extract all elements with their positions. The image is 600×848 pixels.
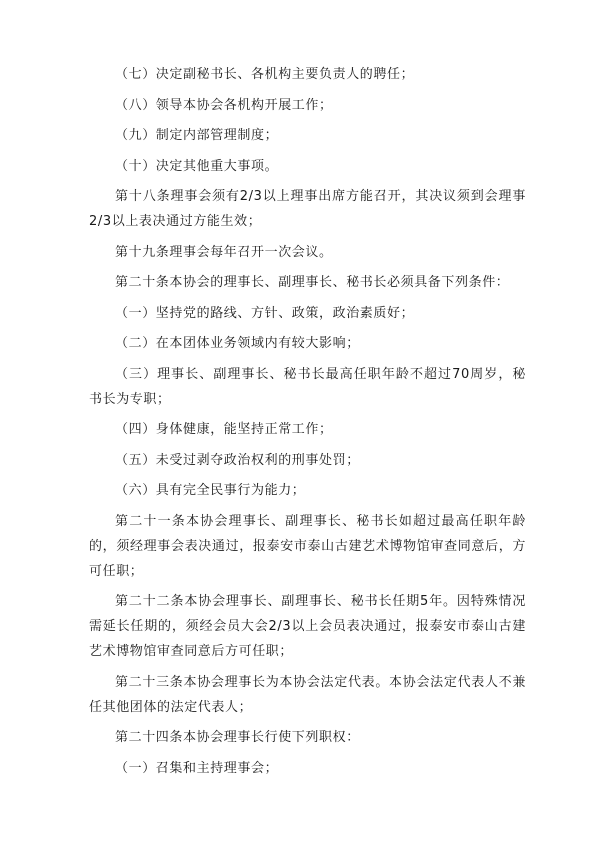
- article-22: 第二十二条本协会理事长、副理事长、秘书长任期5年。因特殊情况需延长任期的，须经会员大会2/3以上会员表决通过，报泰安市泰山古建艺术博物馆审查同意后方可任职；: [89, 594, 526, 659]
- clause-item-7: （七）决定副秘书长、各机构主要负责人的聘任；: [115, 67, 415, 82]
- article-24: 第二十四条本协会理事长行使下列职权：: [115, 730, 360, 745]
- condition-item-5: （五）未受过剥夺政治权利的刑事处罚；: [115, 452, 360, 468]
- condition-item-4: （四）身体健康，能坚持正常工作；: [115, 422, 333, 437]
- condition-item-6: （六）具有完全民事行为能力；: [115, 483, 306, 498]
- clause-item-8: （八）领导本协会各机构开展工作；: [115, 97, 333, 113]
- clause-item-9: （九）制定内部管理制度；: [115, 128, 279, 143]
- clause-item-10: （十）决定其他重大事项。: [115, 158, 279, 174]
- article-20: 第二十条本协会的理事长、副理事长、秘书长必须具备下列条件：: [115, 275, 510, 290]
- condition-item-3: （三）理事长、副理事长、秘书长最高任职年龄不超过70周岁，秘书长为专职；: [89, 366, 526, 407]
- article-23: 第二十三条本协会理事长为本协会法定代表。本协会法定代表人不兼任其他团体的法定代表人；: [89, 674, 526, 715]
- document-body: [89, 62, 526, 786]
- condition-item-1: （一）坚持党的路线、方针、政策，政治素质好；: [115, 305, 415, 321]
- condition-item-2: （二）在本团体业务领域内有较大影响；: [115, 336, 360, 351]
- article-21: 第二十一条本协会理事长、副理事长、秘书长如超过最高任职年龄的，须经理事会表决通过，报泰安市泰山古建艺术博物馆审查同意后，方可任职；: [89, 513, 526, 579]
- article-19: 第十九条理事会每年召开一次会议。: [115, 244, 333, 260]
- article-18: 第十八条理事会须有2/3以上理事出席方能召开，其决议须到会理事2/3以上表决通过方能生效；: [89, 189, 526, 229]
- power-item-1: （一）召集和主持理事会；: [115, 760, 279, 776]
